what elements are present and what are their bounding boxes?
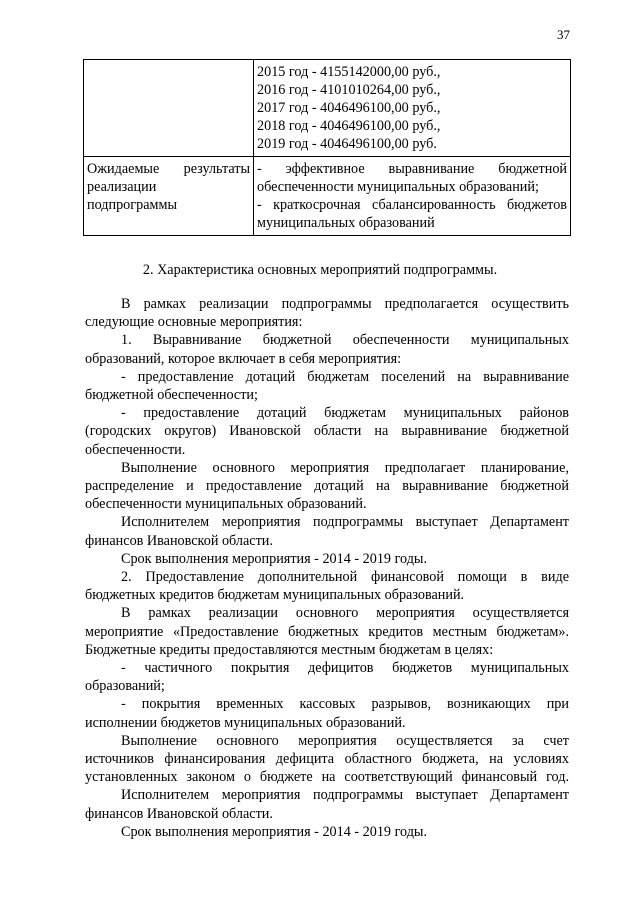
table-cell-expected-results-label [84, 157, 254, 236]
funding-line-2019: 2019 год - 4046496100,00 руб. [257, 136, 437, 152]
label-line: реализации [87, 179, 157, 195]
table-row-expected-results [84, 157, 571, 236]
body-line: Срок выполнения мероприятия - 2014 - 2019 годы. [121, 550, 428, 567]
body-line: 2. Предоставление дополнительной финансовой помощи в виде [121, 569, 569, 586]
page-number: 37 [557, 27, 570, 42]
body-line: бюджетной обеспеченности; [85, 387, 258, 404]
body-line: - покрытия временных кассовых разрывов, возникающих при [121, 696, 569, 713]
body-line: В рамках реализации подпрограммы предполагается осуществить [121, 296, 569, 312]
body-text [85, 295, 569, 841]
label-line: подпрограммы [87, 197, 177, 213]
label-line: Ожидаемые результаты [87, 161, 250, 177]
result-line: - краткосрочная сбалансированность бюджетов [257, 197, 567, 213]
body-line: образований, которое включает в себя мероприятия: [85, 350, 402, 367]
body-line: (городских округов) Ивановской области на выравнивание бюджетной [85, 423, 569, 440]
funding-line-2018: 2018 год - 4046496100,00 руб., [257, 118, 441, 134]
body-line: - предоставление дотаций бюджетам поселений на выравнивание [121, 368, 569, 385]
body-line: Выполнение основного мероприятия осуществляется за счет [121, 732, 569, 749]
funding-line-2017: 2017 год - 4046496100,00 руб., [257, 100, 441, 116]
body-line: Выполнение основного мероприятия предполагает планирование, [121, 459, 569, 476]
body-line: 1. Выравнивание бюджетной обеспеченности муниципальных [121, 332, 569, 349]
body-line: мероприятие «Предоставление бюджетных кредитов местным бюджетам». [85, 623, 569, 640]
funding-line-2016: 2016 год - 4101010264,00 руб., [257, 82, 441, 98]
body-line: следующие основные мероприятия: [85, 314, 303, 331]
body-line: образований; [85, 678, 165, 695]
body-line: - предоставление дотаций бюджетам муниципальных районов [121, 405, 569, 422]
body-line: Срок выполнения мероприятия - 2014 - 2019 годы. [121, 823, 428, 840]
table-cell-expected-results-values [254, 157, 571, 236]
body-line: обеспеченности. [85, 441, 186, 458]
body-line: В рамках реализации основного мероприятия осуществляется [121, 605, 569, 622]
result-line: обеспеченности муниципальных образований; [257, 179, 539, 195]
body-line: финансов Ивановской области. [85, 532, 273, 549]
body-line: установленных законом о бюджете на соответствующий финансовый год. [85, 769, 569, 786]
body-line: обеспеченности муниципальных образований. [85, 496, 367, 513]
table-cell-funding-values [254, 60, 571, 157]
body-line: - частичного покрытия дефицитов бюджетов муниципальных [121, 660, 569, 677]
body-line: бюджетных кредитов бюджетам муниципальных образований. [85, 587, 465, 604]
body-line: источников финансирования дефицита областного бюджета, на условиях [85, 751, 569, 768]
table-row-funding [84, 60, 571, 157]
body-line: финансов Ивановской области. [85, 805, 273, 822]
body-line: распределение и предоставление дотаций на выравнивание бюджетной [85, 478, 569, 495]
body-line: Бюджетные кредиты предоставляются местным бюджетам в целях: [85, 641, 494, 658]
subprogram-passport-table [83, 59, 571, 236]
table-cell-label [84, 60, 254, 157]
result-line: муниципальных образований [257, 215, 435, 231]
body-line: Исполнителем мероприятия подпрограммы выступает Департамент [121, 514, 569, 531]
funding-line-2015: 2015 год - 4155142000,00 руб., [257, 64, 441, 80]
result-line: - эффективное выравнивание бюджетной [257, 161, 567, 177]
section-heading: 2. Характеристика основных мероприятий подпрограммы. [142, 262, 498, 278]
body-line: исполнении бюджетов муниципальных образований. [85, 714, 406, 731]
body-line: Исполнителем мероприятия подпрограммы выступает Департамент [121, 787, 569, 804]
